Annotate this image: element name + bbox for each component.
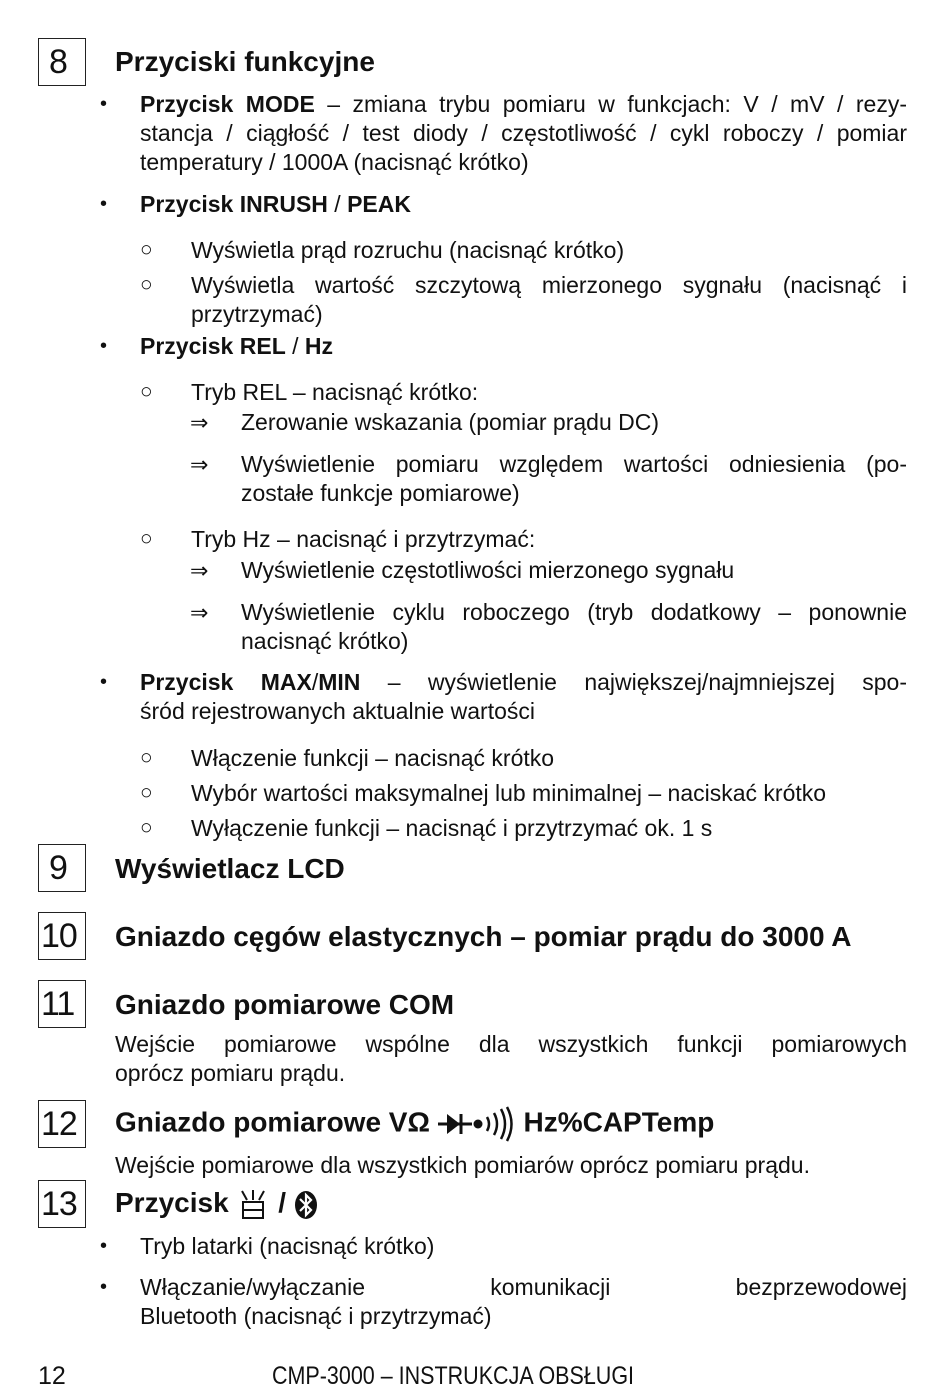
rel-heading [140, 332, 333, 361]
section-11-body-2: oprócz pomiaru prądu. [115, 1060, 346, 1086]
bluetooth-icon [294, 1190, 318, 1220]
circle-bullet: ○ [140, 781, 153, 804]
rel-item-1: Zerowanie wskazania (pomiar prądu DC) [241, 409, 659, 435]
arrow-bullet: ⇒ [190, 452, 209, 477]
hz-label: Hz [304, 333, 334, 359]
section-12-body: Wejście pomiarowe dla wszystkich pomiarów oprócz pomiaru prądu. [115, 1152, 810, 1178]
section-12-title-a: Gniazdo pomiarowe VΩ [115, 1106, 430, 1138]
peak-label: PEAK [347, 191, 411, 217]
hz-item-2a: Wyświetlenie cyklu roboczego (tryb dodatkowy – ponownie [241, 599, 907, 625]
rel-item-2a: Wyświetlenie pomiaru względem wartości odniesienia (po- [241, 451, 907, 477]
rel-label: Przycisk REL [140, 333, 286, 359]
mode-line-2: stancja / ciągłość / test diody / częstotliwość / cykl roboczy / pomiar [140, 120, 907, 146]
section-13-title-sep: / [278, 1187, 286, 1218]
min-label: MIN [318, 669, 361, 695]
max-line-2: śród rejestrowanych aktualnie wartości [140, 698, 536, 724]
rel-mode: Tryb REL – nacisnąć krótko: [191, 379, 479, 405]
max-item-1: Włączenie funkcji – nacisnąć krótko [191, 745, 555, 771]
mode-text: – zmiana trybu pomiaru w funkcjach: V / mV / rezy- [314, 91, 907, 117]
continuity-sound-icon [472, 1106, 516, 1142]
section-12-title-b: Hz%CAPTemp [523, 1106, 715, 1138]
rel-sep: / [285, 333, 305, 359]
inrush-heading [140, 190, 411, 219]
circle-bullet: ○ [140, 273, 153, 296]
inrush-item-1: Wyświetla prąd rozruchu (nacisnąć krótko) [191, 237, 625, 263]
bullet: • [100, 1235, 108, 1257]
max-label: Przycisk MAX [140, 669, 312, 695]
flashlight-icon [236, 1189, 270, 1221]
section-title-10: Gniazdo cęgów elastycznych – pomiar prądu do 3000 A [115, 921, 852, 952]
circle-bullet: ○ [140, 238, 153, 261]
arrow-bullet: ⇒ [190, 600, 209, 625]
circle-bullet: ○ [140, 816, 153, 839]
hz-mode: Tryb Hz – nacisnąć i przytrzymać: [191, 526, 536, 552]
hz-item-2b: nacisnąć krótko) [241, 628, 409, 654]
diode-icon [438, 1110, 472, 1138]
section-title-13 [115, 1187, 318, 1221]
max-item-3: Wyłączenie funkcji – nacisnąć i przytrzymać ok. 1 s [191, 815, 713, 841]
circle-bullet: ○ [140, 380, 153, 403]
max-sep: / [311, 669, 319, 695]
section-13-title-a: Przycisk [115, 1187, 229, 1218]
bullet: • [100, 671, 108, 693]
section-number-13: 13 [38, 1180, 86, 1228]
max-item-2: Wybór wartości maksymalnej lub minimalnej – naciskać krótko [191, 780, 827, 806]
page-number: 12 [38, 1362, 66, 1390]
arrow-bullet: ⇒ [190, 558, 209, 583]
section-title-9: Wyświetlacz LCD [115, 853, 345, 884]
section-13-item-1: Tryb latarki (nacisnąć krótko) [140, 1233, 435, 1259]
circle-bullet: ○ [140, 746, 153, 769]
hz-item-1: Wyświetlenie częstotliwości mierzonego sygnału [241, 557, 735, 583]
max-text: – wyświetlenie największej/najmniejszej spo- [360, 669, 907, 695]
arrow-bullet: ⇒ [190, 410, 209, 435]
bullet: • [100, 335, 108, 357]
section-number-12: 12 [38, 1100, 86, 1148]
section-number-8: 8 [38, 38, 86, 86]
mode-line-3: temperatury / 1000A (nacisnąć krótko) [140, 149, 529, 175]
section-number-11: 11 [38, 980, 86, 1028]
bullet: • [100, 93, 108, 115]
inrush-label: Przycisk INRUSH [140, 191, 328, 217]
section-11-body-1: Wejście pomiarowe wspólne dla wszystkich funkcji pomiarowych [115, 1031, 907, 1057]
bullet: • [100, 193, 108, 215]
inrush-item-2b: przytrzymać) [191, 301, 323, 327]
section-13-item-2a: Włączanie/wyłączanie komunikacji bezprzewodowej [140, 1274, 907, 1300]
rel-item-2b: zostałe funkcje pomiarowe) [241, 480, 520, 506]
mode-line-1 [140, 90, 907, 119]
max-line-1 [140, 668, 907, 697]
mode-label: Przycisk MODE [140, 91, 315, 117]
section-title-11: Gniazdo pomiarowe COM [115, 989, 455, 1020]
inrush-sep: / [327, 191, 348, 217]
section-number-9: 9 [38, 844, 86, 892]
section-title-12 [115, 1106, 714, 1142]
bullet: • [100, 1276, 108, 1298]
section-title-8: Przyciski funkcyjne [115, 46, 375, 77]
section-number-10: 10 [38, 912, 86, 960]
footer-title: CMP-3000 – INSTRUKCJA OBSŁUGI [272, 1362, 635, 1390]
section-13-item-2b: Bluetooth (nacisnąć i przytrzymać) [140, 1303, 492, 1329]
inrush-item-2a: Wyświetla wartość szczytową mierzonego sygnału (nacisnąć i [191, 272, 907, 298]
circle-bullet: ○ [140, 527, 153, 550]
